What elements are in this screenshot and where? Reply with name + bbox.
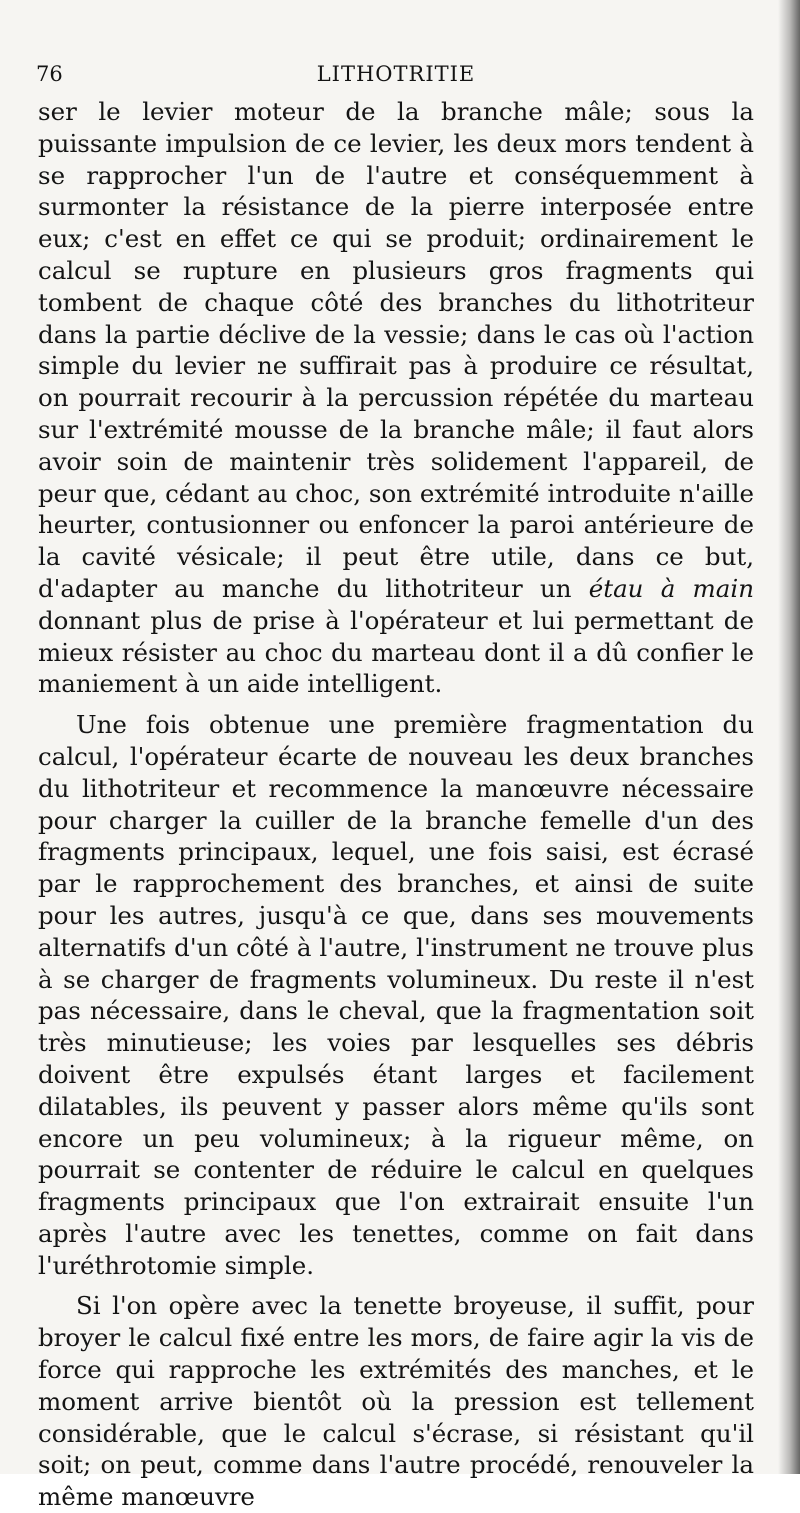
page-number: 76	[36, 62, 63, 86]
paragraph-1	[38, 96, 754, 700]
paragraph-1-text-before: ser le levier moteur de la branche mâle; sous la puissante impulsion de ce levier, les deux mors tendent à se rapprocher l'un de l'autre et conséquemment à surmonter la résistance de la pierre interposée entre eux; c'est en effet ce qui se produit; ordinairement le calcul se rupture en plusieurs gros fragments qui tombent de chaque côté des branches du lithotriteur dans la partie déclive de la vessie; dans le cas où l'action simple du levier ne suffirait pas à produire ce résultat, on pourrait recourir à la percussion répétée du marteau sur l'extrémité mousse de la branche mâle; il faut alors avoir soin de maintenir très solidement l'appareil, de peur que, cédant au choc, son extrémité introduite n'aille heurter, contusionner ou enfoncer la paroi antérieure de la cavité vésicale; il peut être utile, dans ce but, d'adapter au manche du lithotriteur un	[38, 97, 754, 603]
paragraph-2: Une fois obtenue une première fragmentation du calcul, l'opérateur écarte de nouveau les deux branches du lithotriteur et recommence la manœuvre nécessaire pour charger la cuiller de la branche femelle d'un des fragments principaux, lequel, une fois saisi, est écrasé par le rapprochement des branches, et ainsi de suite pour les autres, jusqu'à ce que, dans ses mouvements alternatifs d'un côté à l'autre, l'instrument ne trouve plus à se charger de fragments volumineux. Du reste il n'est pas nécessaire, dans le cheval, que la fragmentation soit très minutieuse; les voies par lesquelles ses débris doivent être expulsés étant larges et facilement dilatables, ils peuvent y passer alors même qu'ils sont encore un peu volumineux; à la rigueur même, on pourrait se contenter de réduire le calcul en quelques fragments principaux que l'on extrairait ensuite l'un après l'autre avec les tenettes, comme on fait dans l'uréthrotomie simple.	[38, 710, 754, 1280]
page-header	[36, 62, 756, 98]
running-title: LITHOTRITIE	[316, 62, 476, 86]
paragraph-3: Si l'on opère avec la tenette broyeuse, il suffit, pour broyer le calcul fixé entre les mors, de faire agir la vis de force qui rapproche les extrémités des manches, et le moment arrive bientôt où la pression est tellement considérable, que le calcul s'écrase, si résistant qu'il soit; on peut, comme dans l'autre procédé, renouveler la même manœuvre	[38, 1291, 754, 1512]
paragraph-1-italic-term: étau à main	[588, 573, 754, 603]
paragraph-1-text-after: donnant plus de prise à l'opérateur et lui permettant de mieux résister au choc du marteau dont il a dû confier le maniement à un aide intelligent.	[38, 605, 754, 699]
page-edge-shadow	[778, 0, 800, 1474]
page-body	[38, 96, 754, 1513]
